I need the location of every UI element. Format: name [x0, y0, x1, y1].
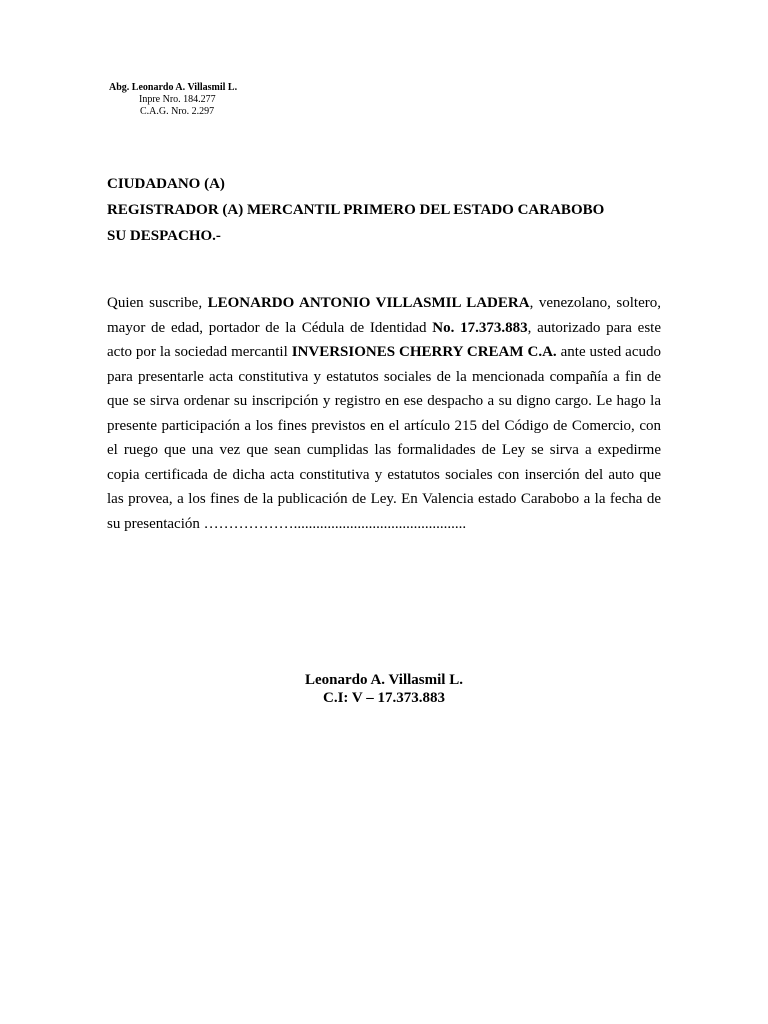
addressee-line-3: SU DESPACHO.- [107, 228, 221, 244]
addressee-line-2: REGISTRADOR (A) MERCANTIL PRIMERO DEL ESTADO CARABOBO [107, 202, 605, 218]
letterhead-name: Abg. Leonardo A. Villasmil L. [109, 82, 238, 93]
signer-name: LEONARDO ANTONIO VILLASMIL LADERA [207, 295, 530, 311]
letterhead [109, 82, 237, 118]
id-number: No. 17.373.883 [432, 319, 528, 336]
signature-block [0, 671, 768, 707]
signature-name: Leonardo A. Villasmil L. [305, 672, 463, 688]
addressee-line-1: CIUDADANO (A) [107, 176, 225, 192]
body-text-3: , autorizado para este acto por la sociedad mercantil [107, 319, 661, 360]
body-text-2: , venezolano, soltero, mayor de edad, portador de la Cédula de Identidad [107, 295, 661, 336]
body-text-1: Quien suscribe, [107, 295, 208, 311]
body-text-4: ante usted acudo para presentarle acta constitutiva y estatutos sociales de la mencionada compañía a fin de que se sirva ordenar su inscripción y registro en ese despacho a su digno cargo. Le hago la presente participación a los fines previstos en el artículo 215 del Código de Comercio, con el ruego que una vez que sean cumplidas las formalidades de Ley se sirva a expedirme copia certificada de dicha acta constitutiva y estatutos sociales con inserción del auto que las provea, a los fines de la publicación de Ley. En Valencia estado Carabobo a la fecha de su presentación ……………….............................................. [107, 344, 661, 532]
company-name: INVERSIONES CHERRY CREAM C.A. [291, 344, 557, 360]
letterhead-cag: C.A.G. Nro. 2.297 [140, 106, 215, 117]
letterhead-inpre: Inpre Nro. 184.277 [139, 94, 216, 105]
signature-ci: C.I: V – 17.373.883 [323, 690, 445, 706]
body-paragraph [107, 291, 661, 536]
addressee-block [107, 171, 667, 249]
